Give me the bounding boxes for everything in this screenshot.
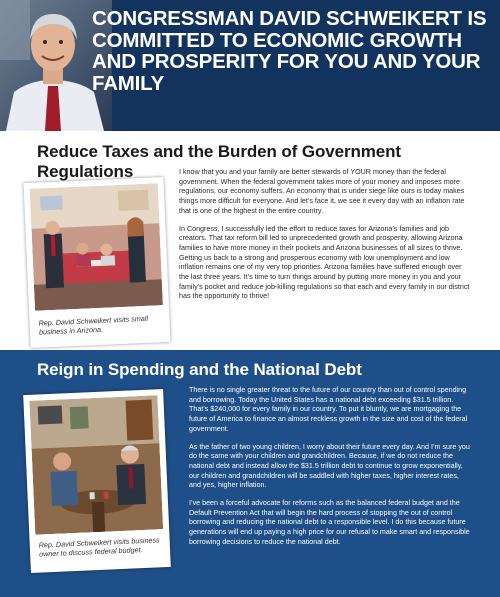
budget-meeting-caption: Rep. David Schweikert visits business owner to discuss federal budget. [38,535,160,559]
header-banner [0,0,500,131]
section-taxes-paragraph-1: I know that you and your family are better stewards of YOUR money than the federal government. When the federal government takes more of your money and imposes more regulations, our economy suffers. An economy that is under siege like ours is today makes things more difficult for everyone. And let’s face it, we see it every day with an inflation rate that is one of the highest in the entire country. [179,168,465,215]
section-spending-paragraph-2: As the father of two young children, I worry about their future every day. And I’m sure you do the same with your children and grandchildren. Because, if we do not reduce the national debt and instead allow the $31.5 trillion debt to continue to grow exponentially, our children and grandchildren will be saddled with higher taxes, higher interest rates, and yes, higher inflation. [189,442,470,490]
section-spending-body [189,386,472,556]
budget-meeting-photo [29,395,163,534]
small-business-photo-card [23,177,170,348]
section-spending-heading: Reign in Spending and the National Debt [37,360,362,379]
small-business-photo [30,183,163,310]
section-spending-paragraph-3: I’ve been a forceful advocate for reforms such as the balanced federal budget and the Default Prevention Act that will begin the hard process of stopping the out of control borrowing and reducing the national debt to a responsible level. I do this because future generations will end up paying a high price for our refusal to make smart and responsible borrowing decisions to reduce the national debt. [189,499,470,546]
section-spending-paragraph-1: There is no single greater threat to the future of our country than out of control spending and borrowing. Today the United States has a national debt exceeding $31.5 trillion. That’s $240,000 for every family in our country. To put it bluntly, we are mortgaging the future of America to finance an almost reckless growth in the size and cost of the federal government. [189,386,468,433]
section-taxes-body [179,168,473,310]
small-business-caption: Rep. David Schweikert visits small business in Arizona. [38,313,149,337]
budget-meeting-photo-card [23,389,171,573]
section-taxes-paragraph-2: In Congress, I successfully led the effort to reduce taxes for Arizona’s families and job creators. That tax reform bill led to unprecedented growth and prosperity, allowing Arizona families to have more money in their pockets and Arizona businesses of all sizes to thrive. Getting us back to a strong and prosperous economy with low unemployment and low inflation remains one of my very top priorities. Arizona families have suffered enough over the last three years. It’s time to turn things around by putting more money in you and your family’s pocket and reduce job-killing regulations so that each and every family in our district has the opportunity to thrive! [179,224,470,301]
section-taxes-heading: Reduce Taxes and the Burden of Government Regulations [37,142,401,181]
header-title: CONGRESSMAN DAVID SCHWEIKERT IS COMMITTED TO ECONOMIC GROWTH AND PROSPERITY FOR YOU AND YOUR FAMILY [92,7,487,95]
